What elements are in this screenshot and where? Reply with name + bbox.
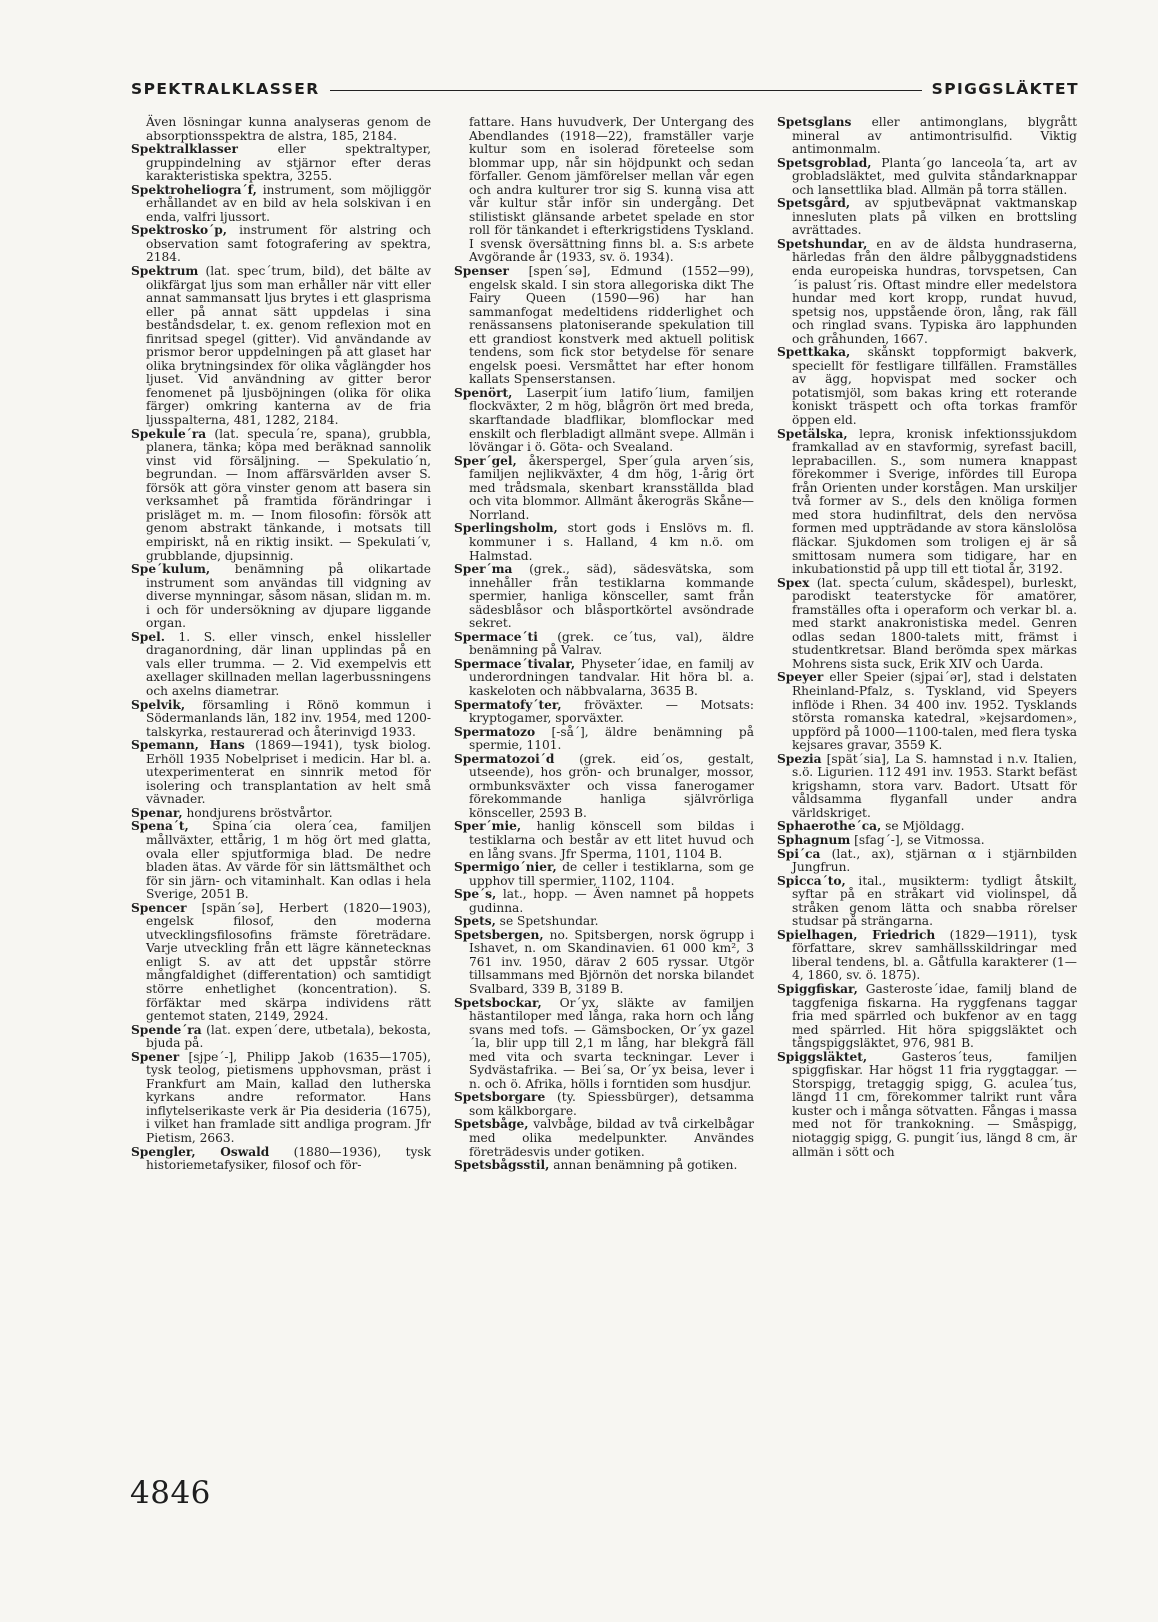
entry-headword: Spetshundar, [777,236,868,251]
entry-definition: Or´yx, släkte av familjen hästantiloper med långa, raka horn och lång svans med tofs. — Gämsbocken, Or´yx gazel´la, blir upp till 2,1 m lång, har blekgrå fäll med vita och svarta teckningar. Lever i Sydvästafrika. — Bei´sa, Or´yx beisa, lever i n. och ö. Afrika, hölls i forntiden som husdjur. [469,995,754,1091]
entry-definition: [sfag´-], se Vitmossa. [850,832,985,847]
entry-definition: eller Speier (sjpai´ər], stad i delstaten Rheinland-Pfalz, s. Tyskland, vid Speyers inflöde i Rhen. 34 400 inv. 1952. Tysklands största romanska katedral, »kejsardomen», uppförd på 1000—1100-talen, med flera tyska kejsares gravar, 3559 K. [792,670,1077,753]
entry-definition: (lat. specta´culum, skådespel), burleskt, parodiskt teaterstycke för amatörer, framställes ofta i operaform och verkar bl. a. med starkt anakronistiska medel. Genren odlas sedan 1800-talets mitt, främst i studentkretsar. Bland berömda spex märkas Mohrens sista suck, Erik XIV och Uarda. [792,575,1077,671]
entry-definition: eller antimonglans, blygrått mineral av antimontrisulfid. Viktig antimonmalm. [792,115,1077,157]
entry-definition: benämning på olikartade instrument som användas till vidgning av diverse mynningar, såsom näsan, slidan m. m. i och för undersökning av djupare liggande organ. [146,562,431,631]
dictionary-entry [454,927,754,997]
dictionary-entry [454,656,754,699]
entry-headword: Spets, [454,914,496,929]
entry-headword: Spende´ra [131,1022,202,1037]
entry-headword: Spermatofy´ter, [454,697,562,712]
entry-definition: instrument för alstring och observation samt fotografering av spektra, 2184. [146,223,431,265]
header-left-word: SPEKTRALKLASSER [131,80,320,98]
entry-headword: Sphaerothe´ca, [777,819,882,834]
dictionary-entry [131,142,431,184]
entry-definition: Physeter´idae, en familj av underordningen tandvalar. Hit höra bl. a. kaskeloten och näbbvalarna, 3635 B. [469,656,754,698]
dictionary-entry [454,562,754,631]
entry-headword: Sperlingsholm, [454,521,558,536]
entry-headword: Spicca´to, [777,873,846,888]
column-1 [131,116,431,1173]
entry-headword: Spetsbergen, [454,927,544,942]
entry-headword: Spenser [454,264,509,279]
entry-headword: Spi´ca [777,846,821,861]
dictionary-entry [454,1090,754,1118]
dictionary-entry [454,385,754,455]
entry-headword: Spex [777,575,810,590]
dictionary-entry [131,223,431,265]
entry-headword: Spielhagen, Friedrich [777,927,936,942]
entry-definition: annan benämning på gotiken. [549,1158,738,1173]
entry-headword: Sper´gel, [454,453,517,468]
entry-definition: no. Spitsbergen, norsk ögrupp i Ishavet, n. om Skandinavien. 61 000 km², 3 761 inv. 1950, därav 2 605 ryssar. Utgör tillsammans med Björnön det norska bilandet Svalbard, 339 B, 3189 B. [469,927,754,996]
entry-headword: Spenar, [131,805,183,820]
entry-headword: Spetsgård, [777,196,851,211]
dictionary-entry [777,819,1077,834]
dictionary-entry [777,873,1077,929]
entry-definition: (lat. specula´re, spana), grubbla, planera, tänka; köpa med beräknad sannolik vinst vid försäljning. — Spekulatio´n, begrundan. — Inom affärsvärlden avser S. försök att göra vinster genom att basera sin verksamhet på framtida förändringar i prisläget m. m. — Inom filosofin: försök att genom abstrakt tänkande, i motsats till empiriskt, nå en riktig insikt. — Spekulati´v, grubblande, djupsinnig. [146,426,431,563]
dictionary-entry [131,426,431,563]
dictionary-entry [131,1144,431,1173]
dictionary-entry [131,1049,431,1146]
dictionary-entry [131,819,431,902]
continuation-text: Även lösningar kunna analyseras genom de absorptionsspektra de alstra, 185, 2184. [146,115,431,143]
entry-definition: församling i Rönö kommun i Södermanlands län, 182 inv. 1954, med 1200-talskyrka, restaurerad och återinvigd 1933. [146,697,431,739]
entry-definition: (ty. Spiessbürger), detsamma som kälkborgare. [469,1090,754,1118]
dictionary-entry [454,751,754,821]
entry-definition: (lat. expen´dere, utbetala), bekosta, bjuda på. [146,1022,431,1051]
dictionary-entry [131,1022,431,1051]
dictionary-entry [131,900,431,1024]
dictionary-entry [131,805,431,821]
entry-headword: Spe´kulum, [131,562,211,577]
dictionary-entry [777,115,1077,157]
entry-headword: Spetsglans [777,115,852,129]
entry-definition: (grek. eid´os, gestalt, utseende), hos grön- och brunalger, mossor, ormbunksväxter och vissa fanerogamer förekommande hanliga självrörliga könsceller, 2593 B. [469,751,754,820]
dictionary-entry [777,846,1077,875]
dictionary-entry [777,575,1077,672]
dictionary-entry [454,995,754,1092]
entry-definition: (grek., säd), sädesvätska, som innehåller från testiklarna kommande spermier, hanliga könsceller, samt från sädesblåsor och blåsportkörtel avsöndrade sekret. [469,562,754,631]
entry-definition: [sjpe´-], Philipp Jakob (1635—1705), tysk teolog, pietismens upphovsman, präst i Frankfurt am Main, kallad den lutherska kyrkans andre reformator. Hans inflytelserikaste verk är Pia desideria (1675), i vilket han framlade sitt andliga program. Jfr Pietism, 2663. [146,1049,431,1146]
entry-definition: instrument, som möjliggör erhållandet av en bild av hela solskivan i en enda, valfri ljussort. [146,182,431,224]
header-rule [330,90,922,91]
dictionary-entry [454,1117,754,1159]
entry-definition: 1. S. eller vinsch, enkel hissleller draganordning, där linan upplindas på en vals eller trumma. — 2. Vid exempelvis ett axellager skillnaden mellan lagerbussningens och axelns diametrar. [146,629,431,698]
entry-headword: Spener [131,1049,180,1064]
dictionary-entry [131,562,431,631]
entry-definition: Laserpit´ium latifo´lium, familjen flockväxter, 2 m hög, blågrön ört med breda, skarftandade bladflikar, blomflockar med enskilt och flerbladigt allmänt svepe. Allmän i lövängar i ö. Göta- och Svealand. [469,385,754,455]
dictionary-entry [131,697,431,740]
entry-definition: Spina´cia olera´cea, familjen mållväxter, ettårig, 1 m hög ört med glatta, ovala eller spjutformiga blad. De nedre bladen ätas. Av värde för sin lättsmälthet och för sin järn- och vitaminhalt. Kan odlas i hela Sverige, 2051 B. [146,819,431,902]
entry-definition: lepra, kronisk infektionssjukdom framkallad av en stavformig, syrefast bacill, leprabacillen. S., som numera knappast förekommer i Sverige, infördes till Europa från Orienten under korstågen. Man urskiljer två former av S., dels den knöliga formen med stora hudinfiltrat, dels den nervösa formen med uppträdande av stora känslolösa fläckar. Sjukdomen som troligen ej är så smittosam numera som tidigare, har en inkubationstid på upp till ett tiotal år, 3192. [792,426,1077,577]
entry-definition: skånskt toppformigt bakverk, speciellt för festligare tillfällen. Framställes av ägg, hopvispat med socker och potatismjöl, som bakas kring ett roterande koniskt träspett och ofta torkas framför öppen eld. [792,345,1077,428]
entry-definition: (1880—1936), tysk historiemetafysiker, filosof och för- [146,1144,431,1173]
entry-headword: Spektrum [131,264,199,279]
entry-definition: ital., musikterm: tydligt åtskilt, syftar på en stråkart vid violinspel, då stråken genom lätta och snabba rörelser studsar på strängarna. [792,873,1077,929]
entry-headword: Spermatozoi´d [454,751,555,766]
entry-definition: [spen´sə], Edmund (1552—99), engelsk skald. I sin stora allegoriska dikt The Fairy Queen (1590—96) har han sammanfogat medeltidens ridderlighet och renässansens platoniserande spekulation till ett grandiost konstverk med aktuell politisk tendens, som fick stor betydelse för senare engelsk poesi. Versmåttet har efter honom kallats Spenserstansen. [469,264,754,387]
entry-headword: Sphagnum [777,832,851,847]
entry-definition: stort gods i Enslövs m. fl. kommuner i s. Halland, 4 km n.ö. om Halmstad. [469,521,754,563]
column-2 [454,116,754,1173]
entry-headword: Spemann, Hans [131,738,245,753]
entry-definition: se Spetshundar. [495,914,599,929]
dictionary-entry [777,1049,1077,1159]
entry-headword: Spektroheliogra´f, [131,182,257,197]
entry-definition: av spjutbeväpnat vaktmanskap innesluten plats på vilken en brottsling avrättades. [792,196,1077,238]
entry-definition: (grek. ce´tus, val), äldre benämning på Valrav. [469,629,754,658]
entry-headword: Sper´ma [454,562,513,577]
entry-headword: Speyer [777,670,824,685]
dictionary-entry [131,629,431,699]
entry-headword: Spetsgroblad, [777,155,872,170]
entry-headword: Spezia [777,751,822,766]
dictionary-entry [777,670,1077,753]
dictionary-entry [777,155,1077,198]
entry-definition: de celler i testiklarna, som ge upphov till spermier, 1102, 1104. [469,860,754,888]
dictionary-entry [454,453,754,523]
dictionary-entry [131,738,431,807]
entry-headword: Spetsbåge, [454,1117,529,1132]
entry-definition: lat., hopp. — Även namnet på hoppets gudinna. [469,887,754,915]
entry-headword: Spiggsläktet, [777,1049,868,1064]
dictionary-entry [777,927,1077,983]
entry-headword: Spetsbågsstil, [454,1158,550,1173]
entry-definition: [spät´sia], La S. hamnstad i n.v. Italien, s.ö. Ligurien. 112 491 inv. 1953. Starkt befäst krigshamn, stora varv. Badort. Utsatt för våldsamma flyganfall under andra världskriget. [792,751,1077,820]
entry-definition: åkerspergel, Sper´gula arven´sis, familjen nejlikväxter, 4 dm hög, 1-årig ört med trådsmala, skenbart kransställda blad och vita blommor. Allmänt åkerogräs Skåne—Norrland. [469,453,754,522]
entry-headword: Sper´mie, [454,819,522,834]
entry-headword: Spetälska, [777,426,848,441]
dictionary-entry [454,819,754,861]
entry-headword: Spelvik, [131,697,186,712]
dictionary-entry [777,751,1077,821]
dictionary-entry [777,196,1077,238]
continuation-text: fattare. Hans huvudverk, Der Untergang des Abendlandes (1918—22), framställer varje kultur som en isolerad företeelse som blommar upp, når sin höjdpunkt och sedan förfaller. Genom jämförelser mellan vår egen och andra kulturer tror sig S. kunna visa att vår kultur står inför sin undergång. Det stilistiskt glänsande arbetet spelade en stor roll för tänkandet i efterkrigstidens Tyskland. I svensk översättning finns bl. a. S:s arbete Avgörande år (1933, sv. ö. 1934). [469,115,754,265]
entry-definition: [-så´], äldre benämning på spermie, 1101. [469,724,754,753]
entry-headword: Spel. [131,629,165,644]
dictionary-entry [454,264,754,387]
entry-headword: Spenört, [454,385,513,400]
entry-definition: Gasteros´teus, familjen spiggfiskar. Har högst 11 fria ryggtaggar. — Storspigg, tretaggig spigg, G. aculea´tus, längd 11 cm, förekommer talrikt runt våra kuster och i många sötvatten. Fångas i massa med not för trankokning. — Småspigg, niotaggig spigg, G. pungit´ius, längd 8 cm, är allmän i sött och [792,1049,1077,1159]
header-right-word: SPIGGSLÄKTET [931,80,1079,98]
entry-headword: Spencer [131,900,187,915]
dictionary-entry [131,182,431,225]
entry-definition: se Mjöldagg. [881,819,965,834]
entry-headword: Spettkaka, [777,345,851,360]
entry-definition: en av de äldsta hundraserna, härledas från den äldre pålbyggnadstidens enda europeiska hundras, torvspetsen, Can´is palust´ris. Oftast mindre eller medelstora hundar med kort kropp, rundat huvud, spetsig nos, uppstående öron, lång, rak fäll och ringlad svans. Typiska äro lapphunden och gråhunden, 1667. [792,236,1077,346]
dictionary-entry [454,914,754,929]
entry-definition: Gasteroste´idae, familj bland de taggfeniga fiskarna. Ha ryggfenans taggar fria med spärrled och bukfenor av en tagg med spärrled. Hit höra spiggsläktet och tångspiggsläktet, 976, 981 B. [792,982,1077,1051]
dictionary-entry [777,832,1077,848]
dictionary-entry [454,697,754,726]
dictionary-entry [454,629,754,658]
entry-definition: (1829—1911), tysk författare, skrev samhällsskildringar med liberal tendens, bl. a. Gåtfulla karakterer (1—4, 1860, sv. ö. 1875). [792,927,1077,983]
entry-definition: (lat. spec´trum, bild), det bälte av olikfärgat ljus som man erhåller när vitt eller annat sammansatt ljus brytes i ett glasprisma eller på annat sätt uppdelas i sina beståndsdelar, t. ex. genom reflexion mot en finritsad spegel (gitter). Vid användande av prismor beror uppdelningen på att glaset har olika brytningsindex för olika våglängder hos ljuset. Vid användning av gitter beror fenomenet på ljusböjningen (olika för olika färger) omkring kanterna av de fria ljusspalterna, 481, 1282, 2184. [146,264,431,428]
column-3 [777,116,1077,1159]
entry-headword: Spengler, Oswald [131,1144,270,1159]
entry-headword: Spena´t, [131,819,189,834]
dictionary-entry [777,982,1077,1051]
entry-headword: Spe´s, [454,887,497,902]
entry-definition: [spän´sə], Herbert (1820—1903), engelsk filosof, den moderna utvecklingsfilosofins främste företrädare. Varje utveckling från ett lägre kännetecknas enligt S. av att det uppstår större mångfaldighet (differentation) och samtidigt större enhetlighet (koncentration). S. förfäktar med skärpa individens rätt gentemot staten, 2149, 2924. [146,900,431,1024]
dictionary-entry [454,1158,754,1173]
page-number: 4846 [130,1475,211,1511]
entry-headword: Spetsbockar, [454,995,542,1010]
entry-headword: Spermace´tivalar, [454,656,576,671]
entry-definition: valvbåge, bildad av två cirkelbågar med olika medelpunkter. Användes företrädesvis under gotiken. [469,1117,754,1159]
dictionary-entry [454,887,754,915]
entry-headword: Spetsborgare [454,1090,546,1105]
entry-headword: Spiggfiskar, [777,982,858,996]
entry-headword: Spekule´ra [131,426,207,441]
dictionary-entry [777,426,1077,577]
dictionary-entry [777,345,1077,428]
entry-definition: (1869—1941), tysk biolog. Erhöll 1935 Nobelpriset i medicin. Har bl. a. utexperimenterat en sinnrik metod för isolering och transplantation av helt små vävnader. [146,738,431,807]
dictionary-entry [454,860,754,888]
running-header [131,76,1079,102]
entry-headword: Spektrosko´p, [131,223,227,238]
entry-headword: Spermatozo [454,724,536,739]
dictionary-entry [131,264,431,428]
entry-headword: Spermace´ti [454,629,538,644]
entry-definition: (lat., ax), stjärnan α i stjärnbilden Jungfrun. [792,846,1077,875]
entry-definition: fröväxter. — Motsats: kryptogamer, sporväxter. [469,697,754,726]
dictionary-entry [777,236,1077,346]
entry-definition: eller spektraltyper, gruppindelning av stjärnor efter deras karakteristiska spektra, 3255. [146,142,431,184]
dictionary-entry [454,521,754,563]
entry-definition: hondjurens bröstvårtor. [182,805,333,820]
entry-definition: hanlig könscell som bildas i testiklarna och består av ett litet huvud och en lång svans. Jfr Sperma, 1101, 1104 B. [469,819,754,861]
entry-headword: Spektralklasser [131,142,238,157]
dictionary-entry [454,724,754,753]
entry-headword: Spermigo´nier, [454,860,557,875]
entry-definition: Planta´go lanceola´ta, art av grobladsläktet, med gulvita ståndarknappar och lansettlika blad. Allmän på torra ställen. [792,155,1077,197]
